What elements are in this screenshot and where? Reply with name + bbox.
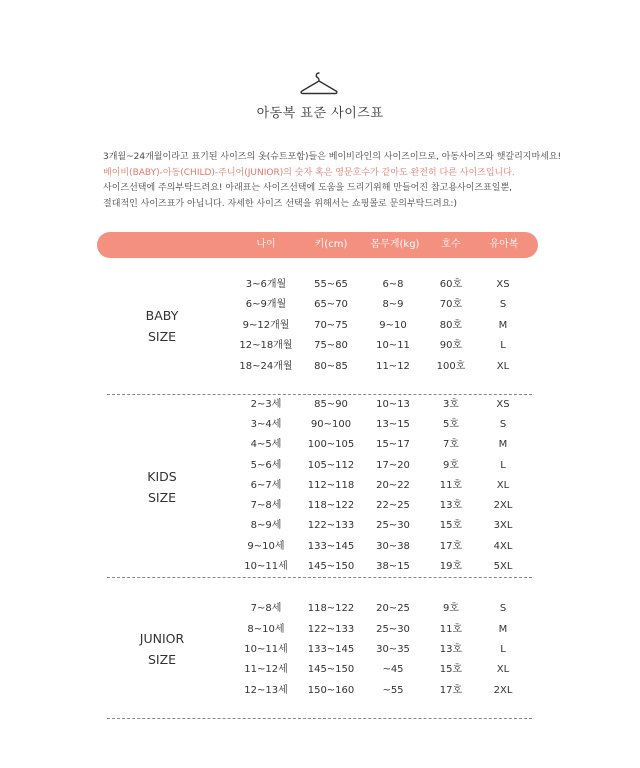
cell-infant-size: L xyxy=(500,460,506,471)
cell-age: 12~13세 xyxy=(244,685,288,696)
cell-infant-size: S xyxy=(499,419,507,430)
cell-size-number: 13호 xyxy=(439,500,463,511)
cell-infant-size: 3XL xyxy=(493,520,513,531)
hanger-icon xyxy=(299,70,339,96)
cell-size-number: 90호 xyxy=(439,340,463,351)
header-age: 나이 xyxy=(256,239,276,250)
cell-weight: 30~35 xyxy=(376,644,410,655)
cell-weight: 20~25 xyxy=(376,603,410,614)
cell-infant-size: 4XL xyxy=(493,541,513,552)
cell-weight: 8~9 xyxy=(382,299,404,310)
note-line-2-warning: 베이비(BABY)-아동(CHILD)-주니어(JUNIOR)의 숫자 혹은 영문호수가 같아도 완전히 다른 사이즈입니다. xyxy=(103,167,515,178)
cell-age: 4~5세 xyxy=(250,439,282,450)
cell-weight: ~55 xyxy=(382,685,404,696)
cell-age: 3~6개월 xyxy=(245,279,287,290)
cell-size-number: 9호 xyxy=(442,460,460,471)
cell-age: 8~9세 xyxy=(250,520,282,531)
note-line-1: 3개월~24개월이라고 표기된 사이즈의 옷(슈트포함)들은 베이비라인의 사이즈이므로, 아동사이즈와 햇갈리지마세요! xyxy=(103,152,562,162)
cell-weight: ~45 xyxy=(382,664,404,675)
cell-size-number: 60호 xyxy=(439,279,463,290)
size-notes xyxy=(103,150,573,212)
section-divider xyxy=(107,718,532,719)
header-height: 키(cm) xyxy=(314,239,348,250)
cell-weight: 10~13 xyxy=(376,399,410,410)
section-divider xyxy=(107,394,532,395)
cell-age: 11~12세 xyxy=(244,664,288,675)
cell-size-number: 13호 xyxy=(439,644,463,655)
cell-infant-size: M xyxy=(498,624,508,635)
cell-age: 12~18개월 xyxy=(239,340,293,351)
cell-size-number: 15호 xyxy=(439,664,463,675)
cell-size-number: 11호 xyxy=(439,624,463,635)
cell-height: 122~133 xyxy=(307,520,355,531)
cell-height: 100~105 xyxy=(307,439,355,450)
section-divider xyxy=(107,577,532,578)
cell-infant-size: M xyxy=(498,320,508,331)
page-title: 아동복 표준 사이즈표 xyxy=(256,106,384,121)
cell-height: 105~112 xyxy=(307,460,355,471)
cell-infant-size: XL xyxy=(496,480,510,491)
cell-infant-size: L xyxy=(500,644,506,655)
cell-weight: 25~30 xyxy=(376,520,410,531)
cell-size-number: 80호 xyxy=(439,320,463,331)
cell-infant-size: 2XL xyxy=(493,685,513,696)
cell-age: 2~3세 xyxy=(250,399,282,410)
cell-weight: 20~22 xyxy=(376,480,410,491)
cell-infant-size: XL xyxy=(496,664,510,675)
cell-size-number: 19호 xyxy=(439,561,463,572)
cell-height: 65~70 xyxy=(314,299,348,310)
cell-weight: 30~38 xyxy=(376,541,410,552)
cell-height: 118~122 xyxy=(307,603,355,614)
cell-size-number: 11호 xyxy=(439,480,463,491)
cell-weight: 15~17 xyxy=(376,439,410,450)
cell-age: 7~8세 xyxy=(250,500,282,511)
cell-infant-size: L xyxy=(500,340,506,351)
header-size-number: 호수 xyxy=(441,239,461,250)
cell-weight: 38~15 xyxy=(376,561,410,572)
note-line-3: 사이즈선택에 주의부탁드려요! 아래표는 사이즈선택에 도움을 드리기위해 만들어진 참고용사이즈표일뿐, xyxy=(103,183,513,193)
cell-height: 145~150 xyxy=(307,561,355,572)
cell-weight: 22~25 xyxy=(376,500,410,511)
cell-age: 9~12개월 xyxy=(242,320,290,331)
cell-height: 90~100 xyxy=(310,419,352,430)
cell-age: 9~10세 xyxy=(247,541,285,552)
cell-height: 112~118 xyxy=(307,480,355,491)
cell-height: 80~85 xyxy=(314,361,348,372)
cell-age: 5~6세 xyxy=(250,460,282,471)
cell-infant-size: XL xyxy=(496,361,510,372)
cell-infant-size: S xyxy=(499,603,507,614)
cell-size-number: 15호 xyxy=(439,520,463,531)
cell-age: 10~11세 xyxy=(244,561,288,572)
cell-infant-size: XS xyxy=(496,279,510,290)
cell-age: 10~11세 xyxy=(244,644,288,655)
cell-weight: 6~8 xyxy=(382,279,404,290)
group-label-junior: JUNIOR SIZE xyxy=(139,631,185,667)
cell-age: 8~10세 xyxy=(247,624,285,635)
group-label-kids: KIDS SIZE xyxy=(147,469,177,505)
table-header xyxy=(97,232,538,258)
cell-infant-size: 5XL xyxy=(493,561,513,572)
cell-height: 75~80 xyxy=(314,340,348,351)
cell-weight: 9~10 xyxy=(379,320,407,331)
cell-weight: 11~12 xyxy=(376,361,410,372)
cell-size-number: 5호 xyxy=(442,419,460,430)
cell-weight: 10~11 xyxy=(376,340,410,351)
cell-height: 70~75 xyxy=(314,320,348,331)
cell-age: 6~7세 xyxy=(250,480,282,491)
cell-height: 85~90 xyxy=(314,399,348,410)
cell-height: 145~150 xyxy=(307,664,355,675)
cell-age: 3~4세 xyxy=(250,419,282,430)
cell-height: 122~133 xyxy=(307,624,355,635)
cell-infant-size: M xyxy=(498,439,508,450)
cell-age: 18~24개월 xyxy=(239,361,293,372)
cell-infant-size: XS xyxy=(496,399,510,410)
cell-size-number: 3호 xyxy=(442,399,460,410)
cell-height: 118~122 xyxy=(307,500,355,511)
note-line-4: 절대적인 사이즈표가 아닙니다. 자세한 사이즈 선택을 위해서는 쇼핑몰로 문의부탁드려요:) xyxy=(103,198,457,209)
cell-height: 150~160 xyxy=(307,685,355,696)
cell-size-number: 7호 xyxy=(442,439,460,450)
cell-infant-size: 2XL xyxy=(493,500,513,511)
cell-weight: 25~30 xyxy=(376,624,410,635)
cell-height: 55~65 xyxy=(314,279,348,290)
cell-size-number: 9호 xyxy=(442,603,460,614)
cell-size-number: 17호 xyxy=(439,685,463,696)
group-label-baby: BABY SIZE xyxy=(145,308,179,344)
cell-size-number: 70호 xyxy=(439,299,463,310)
cell-height: 133~145 xyxy=(307,644,355,655)
cell-infant-size: S xyxy=(499,299,507,310)
header-weight: 몸무게(kg) xyxy=(370,239,420,250)
cell-age: 6~9개월 xyxy=(245,299,287,310)
cell-weight: 13~15 xyxy=(376,419,410,430)
cell-size-number: 100호 xyxy=(436,361,466,372)
cell-weight: 17~20 xyxy=(376,460,410,471)
cell-size-number: 17호 xyxy=(439,541,463,552)
cell-age: 7~8세 xyxy=(250,603,282,614)
cell-height: 133~145 xyxy=(307,541,355,552)
header-infant-size: 유아복 xyxy=(489,239,519,250)
